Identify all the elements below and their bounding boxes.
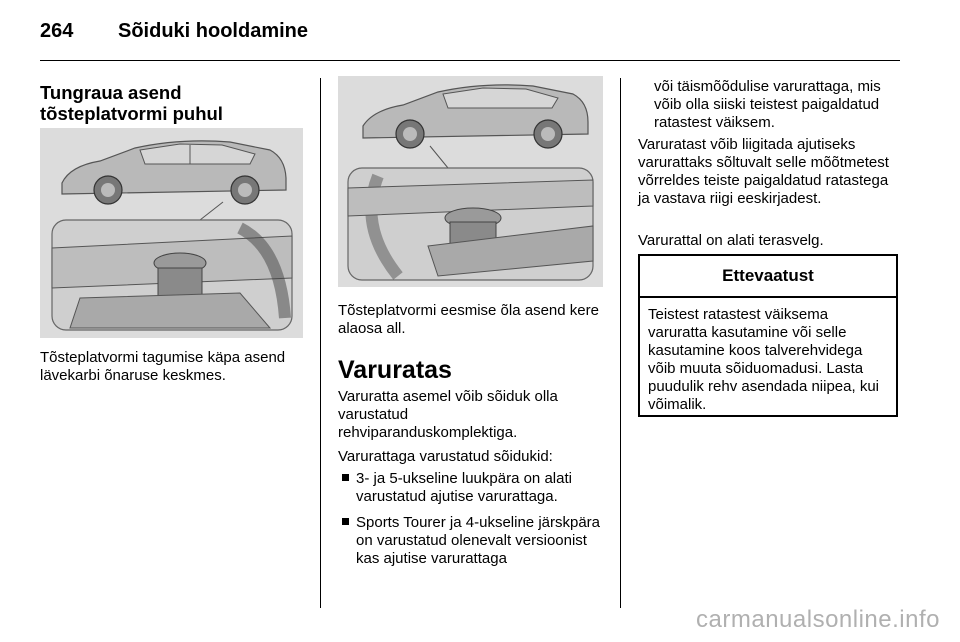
paragraph-temporary-spare: Varuratast võib liigitada ajutiseks varurattaks sõltuvalt selle mõõtmetest võrreldes teiste paigaldatud ratastega ja vastava riigi eeskirjadest. bbox=[638, 136, 889, 207]
bullet-text: Sports Tourer ja 4-ukseline järskpära on varustatud olenevalt versioonist kas ajutise varurattaga bbox=[356, 514, 601, 567]
page-number: 264 bbox=[40, 20, 74, 42]
caption-front-lift: Tõsteplatvormi eesmise õla asend kere alaosa all. bbox=[338, 302, 599, 337]
section-title-spare-wheel: Varuratas bbox=[338, 356, 452, 384]
header-rule bbox=[40, 60, 900, 61]
paragraph-continuation: või täismõõdulise varurattaga, mis võib olla siiski teistest paigaldatud ratastest väiksem. bbox=[654, 78, 881, 131]
section-heading-lift-position: Tungraua asend tõsteplatvormi puhul bbox=[40, 82, 223, 124]
caution-title: Ettevaatust bbox=[640, 256, 896, 298]
list-item bbox=[338, 514, 608, 568]
bullet-list-variants bbox=[338, 470, 608, 576]
caution-text: Teistest ratastest väiksema varuratta kasutamine või selle kasutamine koos talverehvidega võib muuta sõiduomadusi. Lasta puudulik rehv asendada niipea, kui võimalik. bbox=[648, 306, 879, 413]
paragraph-repair-kit: Varuratta asemel võib sõiduk olla varustatud rehviparanduskomplektiga. bbox=[338, 388, 558, 441]
bullet-square-icon bbox=[342, 518, 349, 525]
watermark: carmanualsonline.info bbox=[696, 606, 940, 633]
car-lift-rear-illustration bbox=[40, 128, 303, 338]
car-lift-front-illustration bbox=[338, 76, 603, 287]
list-item bbox=[338, 470, 608, 506]
paragraph-vehicles-with-spare: Varurattaga varustatud sõidukid: bbox=[338, 448, 553, 465]
column-divider-right bbox=[620, 78, 621, 608]
column-divider-left bbox=[320, 78, 321, 608]
bullet-text: 3- ja 5-ukseline luukpära on alati varustatud ajutise varurattaga. bbox=[356, 470, 572, 505]
chapter-title: Sõiduki hooldamine bbox=[118, 20, 309, 42]
paragraph-steel-rim: Varurattal on alati terasvelg. bbox=[638, 232, 824, 249]
bullet-square-icon bbox=[342, 474, 349, 481]
caption-rear-lift: Tõsteplatvormi tagumise käpa asend lävekarbi õnaruse keskmes. bbox=[40, 349, 286, 384]
caution-box bbox=[638, 254, 898, 417]
